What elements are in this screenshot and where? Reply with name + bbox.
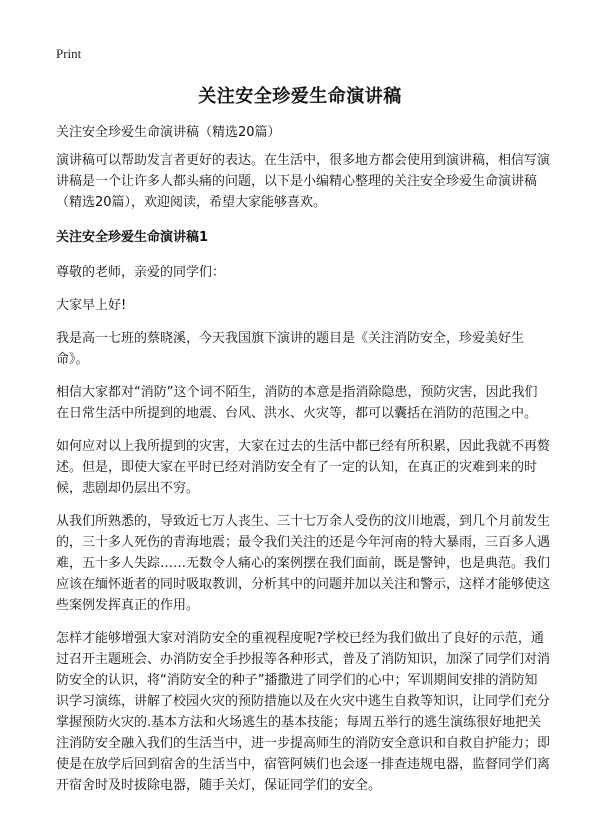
intro-paragraph: 演讲稿可以帮助发言者更好的表达。在生活中，很多地方都会使用到演讲稿，相信写演讲稿是一个让许多人都头痛的问题，以下是小编精心整理的关注安全珍爱生命演讲稿（精选20篇），欢迎阅读，希望大家能够喜欢。: [56, 153, 551, 210]
greeting-paragraph: 尊敬的老师，亲爱的同学们：: [56, 265, 226, 280]
body-paragraph: 怎样才能够增强大家对消防安全的重视程度呢?学校已经为我们做出了良好的示范，通过召开主题班会、办消防安全手抄报等各种形式，普及了消防知识，加深了同学们对消防安全的认识，将“消防安全的种子”播撒进了同学们的心中；军训期间安排的消防知识学习演练，讲解了校园火灾的预防措施以及在火灾中逃生自救等知识，让同学们充分掌握预防火灾的.基本方法和火场逃生的基本技能；每周五举行的逃生演练很好地把关注消防安全融入我们的生活当中，进一步提高师生的消防安全意识和自救自护能力；即使是在放学后回到宿舍的生活当中，宿管阿姨们也会逐一排查违规电器，监督同学们离开宿舍时及时拔除电器，随手关灯，保证同学们的安全。: [56, 631, 551, 793]
document-subtitle: 关注安全珍爱生命演讲稿（精选20篇）: [56, 125, 281, 140]
body-paragraph: 从我们所熟悉的，导致近七万人丧生、三十七万余人受伤的汶川地震，到几个月前发生的，三十多人死伤的青海地震；最令我们关注的还是今年河南的特大暴雨，三百多人遇难，五十多人失踪……无数令人痛心的案例摆在我们面前，既是警钟，也是典范。我们应该在缅怀逝者的同时吸取教训，分析其中的问题并加以关注和警示，这样才能够使这些案例发挥真正的作用。: [56, 514, 551, 613]
page-title: 关注安全珍爱生命演讲稿: [198, 86, 402, 107]
document-body: [56, 150, 550, 808]
section-heading: 关注安全珍爱生命演讲稿1: [56, 230, 209, 245]
print-link[interactable]: Print: [56, 46, 82, 61]
body-paragraph: 我是高一七班的蔡晓溪，今天我国旗下演讲的题目是《关注消防安全，珍爱美好生命》。: [56, 331, 525, 367]
body-paragraph: 如何应对以上我所提到的灾害，大家在过去的生活中都已经有所积累，因此我就不再赘述。但是，即使大家在平时已经对消防安全有了一定的认知，在真正的灾难到来的时候，悲剧却仍层出不穷。: [56, 439, 551, 496]
body-paragraph: 相信大家都对“消防”这个词不陌生，消防的本意是指消除隐患，预防灾害，因此我们在日常生活中所提到的地震、台风、洪水、火灾等，都可以囊括在消防的范围之中。: [56, 385, 538, 421]
morning-greeting: 大家早上好!: [56, 298, 127, 313]
